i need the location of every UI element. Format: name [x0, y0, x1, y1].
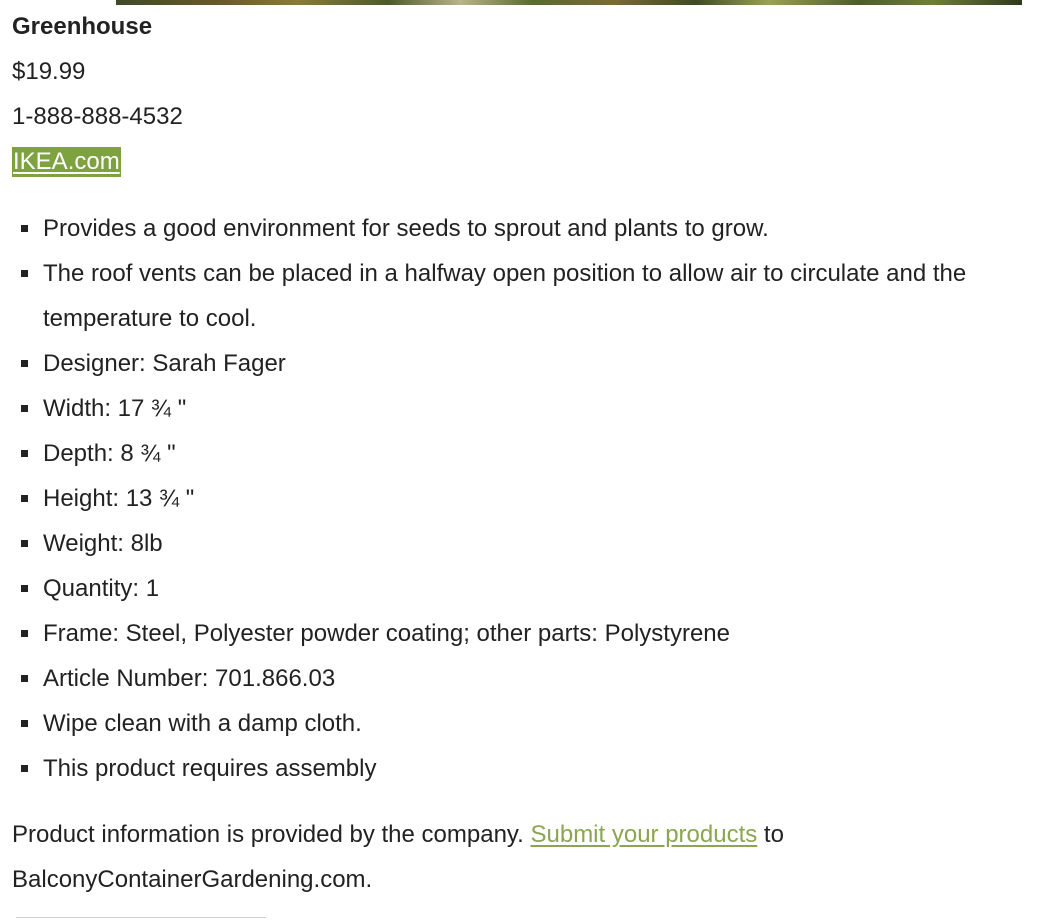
feature-text: Designer: Sarah Fager — [43, 350, 286, 377]
feature-text: Frame: Steel, Polyester powder coating; other parts: Polystyrene — [43, 620, 730, 647]
feature-text: Depth: 8 ¾ " — [43, 440, 176, 467]
feature-list — [12, 206, 1042, 791]
list-item — [12, 521, 1042, 566]
list-item — [12, 206, 1042, 251]
feature-text: Provides a good environment for seeds to sprout and plants to grow. — [43, 215, 769, 242]
list-item — [12, 566, 1042, 611]
list-item — [12, 341, 1042, 386]
note-text-end: to BalconyContainerGardening.com. — [12, 821, 784, 893]
product-title: Greenhouse — [12, 13, 153, 40]
product-image — [116, 0, 1022, 5]
list-item — [12, 611, 1042, 656]
list-item — [12, 431, 1042, 476]
bullet-icon — [21, 405, 28, 412]
feature-text: Wipe clean with a damp cloth. — [43, 710, 362, 737]
list-item — [12, 386, 1042, 431]
product-info-note — [12, 812, 1012, 902]
store-link[interactable]: IKEA.com — [13, 148, 120, 175]
bullet-icon — [21, 720, 28, 727]
bullet-icon — [21, 225, 28, 232]
bullet-icon — [21, 675, 28, 682]
list-item — [12, 656, 1042, 701]
feature-text: This product requires assembly — [43, 755, 377, 782]
divider — [16, 917, 266, 918]
list-item — [12, 251, 1042, 341]
product-price: $19.99 — [12, 58, 86, 85]
bullet-icon — [21, 495, 28, 502]
feature-text: Weight: 8lb — [43, 530, 163, 557]
bullet-icon — [21, 450, 28, 457]
bullet-icon — [21, 585, 28, 592]
list-item — [12, 701, 1042, 746]
feature-text: Height: 13 ¾ " — [43, 485, 195, 512]
product-phone[interactable]: 1-888-888-4532 — [12, 103, 183, 130]
note-text: Product information is provided by the company. — [12, 821, 531, 848]
feature-text: The roof vents can be placed in a halfway open position to allow air to circulate and the temperature to cool. — [43, 260, 967, 332]
bullet-icon — [21, 270, 28, 277]
feature-text: Article Number: 701.866.03 — [43, 665, 336, 692]
bullet-icon — [21, 630, 28, 637]
bullet-icon — [21, 360, 28, 367]
list-item — [12, 746, 1042, 791]
bullet-icon — [21, 765, 28, 772]
bullet-icon — [21, 540, 28, 547]
submit-products-link[interactable]: Submit your products — [530, 821, 758, 848]
list-item — [12, 476, 1042, 521]
feature-text: Width: 17 ¾ " — [43, 395, 187, 422]
feature-text: Quantity: 1 — [43, 575, 160, 602]
